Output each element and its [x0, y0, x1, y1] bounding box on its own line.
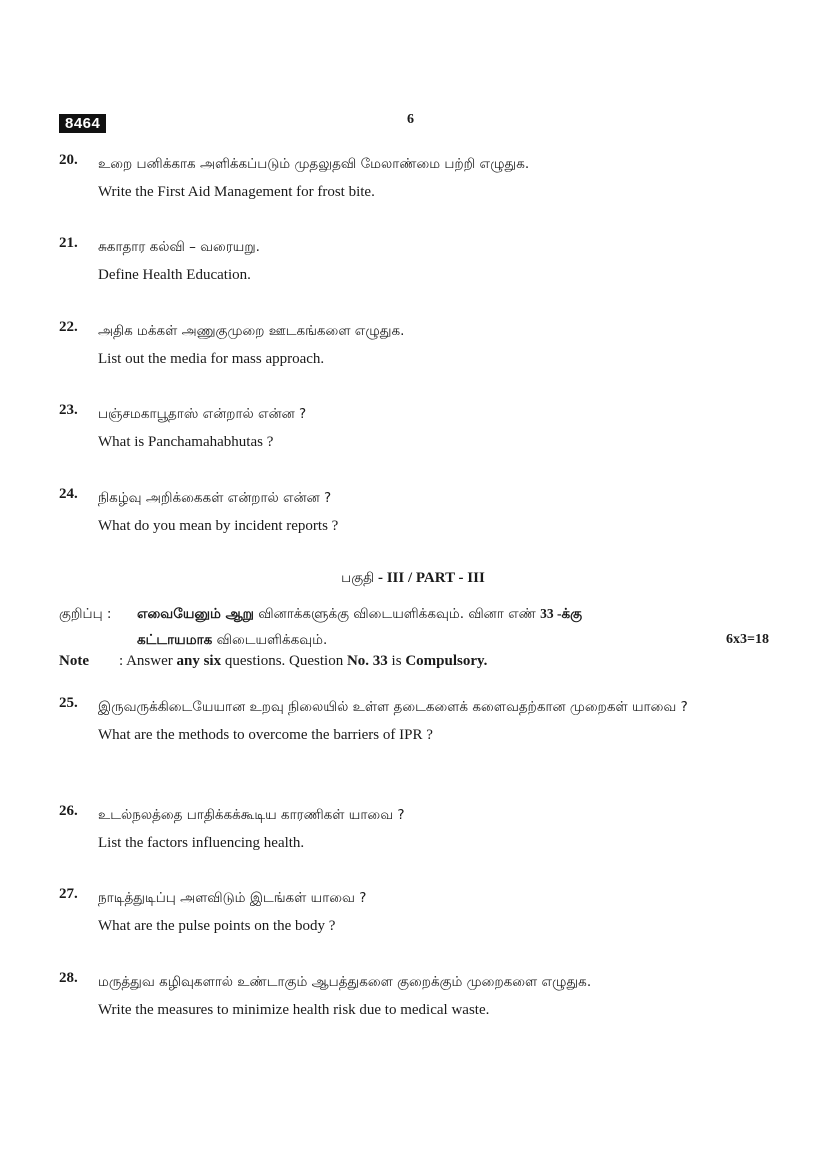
question-number: 21. — [59, 235, 78, 251]
question-text-tamil: நாடித்துடிப்பு அளவிடும் இடங்கள் யாவை ? — [98, 890, 367, 906]
question-text-tamil: பஞ்சமகாபூதாஸ் என்றால் என்ன ? — [98, 406, 307, 422]
question-text-tamil: அதிக மக்கள் அணுகுமுறை ஊடகங்களை எழுதுக. — [98, 323, 405, 339]
question-number: 22. — [59, 319, 78, 335]
question-text-english: What do you mean by incident reports ? — [98, 518, 339, 534]
note-label: Note — [59, 653, 89, 669]
question-text-english: What is Panchamahabhutas ? — [98, 434, 274, 450]
paper-code: 8464 — [59, 114, 106, 133]
question-text-english: Write the measures to minimize health risk due to medical waste. — [98, 1002, 490, 1018]
question-text-tamil: சுகாதார கல்வி – வரையறு. — [98, 239, 260, 255]
question-number: 26. — [59, 803, 78, 819]
question-number: 25. — [59, 695, 78, 711]
note-emphasis: No. 33 — [346, 653, 388, 669]
note-text: is — [387, 653, 406, 669]
question-20 — [59, 152, 759, 204]
question-number: 28. — [59, 970, 78, 986]
question-number: 27. — [59, 886, 78, 902]
question-number: 24. — [59, 486, 78, 502]
instruction-emphasis: 33 -க்கு — [540, 606, 583, 621]
note-colon: : — [119, 653, 124, 669]
instruction-emphasis: எவையேனும் ஆறு — [137, 606, 254, 622]
question-text-english: Write the First Aid Management for frost bite. — [98, 184, 375, 200]
part-heading-english: - III / PART - III — [374, 570, 485, 586]
question-number: 23. — [59, 402, 78, 418]
instruction-tamil — [59, 601, 769, 653]
question-number: 20. — [59, 152, 78, 168]
question-28 — [59, 970, 759, 1022]
note-emphasis: Compulsory. — [405, 653, 488, 669]
question-text-tamil: நிகழ்வு அறிக்கைகள் என்றால் என்ன ? — [98, 490, 332, 506]
instruction-text: வினாக்களுக்கு விடையளிக்கவும். வினா எண் — [253, 606, 541, 622]
question-text-tamil: உடல்நலத்தை பாதிக்கக்கூடிய காரணிகள் யாவை ? — [98, 807, 405, 823]
question-25 — [59, 695, 759, 747]
instruction-text: விடையளிக்கவும். — [212, 632, 328, 648]
question-23 — [59, 402, 759, 454]
note-emphasis: any six — [176, 653, 222, 669]
question-26 — [59, 803, 759, 855]
question-text-english: List out the media for mass approach. — [98, 351, 325, 367]
question-27 — [59, 886, 759, 938]
instruction-label: குறிப்பு : — [59, 606, 112, 622]
question-text-english: What are the methods to overcome the barriers of IPR ? — [98, 727, 433, 743]
note-text: Answer — [123, 653, 177, 669]
question-22 — [59, 319, 759, 371]
question-text-tamil: மருத்துவ கழிவுகளால் உண்டாகும் ஆபத்துகளை குறைக்கும் முறைகளை எழுதுக. — [98, 974, 592, 990]
page-number: 6 — [407, 112, 414, 127]
question-text-english: What are the pulse points on the body ? — [98, 918, 336, 934]
part-heading-tamil: பகுதி — [341, 570, 375, 586]
instruction-english — [59, 653, 769, 670]
question-24 — [59, 486, 759, 538]
question-21 — [59, 235, 759, 287]
question-text-english: List the factors influencing health. — [98, 835, 305, 851]
question-text-english: Define Health Education. — [98, 267, 251, 283]
instruction-emphasis: கட்டாயமாக — [137, 632, 213, 648]
marks-allocation: 6x3=18 — [726, 632, 769, 647]
question-text-tamil: உறை பனிக்காக அளிக்கப்படும் முதலுதவி மேலாண்மை பற்றி எழுதுக. — [98, 156, 530, 172]
question-text-tamil: இருவருக்கிடையேயான உறவு நிலையில் உள்ள தடைகளைக் களைவதற்கான முறைகள் யாவை ? — [98, 699, 688, 715]
part-heading — [0, 570, 826, 588]
note-text: questions. Question — [221, 653, 347, 669]
